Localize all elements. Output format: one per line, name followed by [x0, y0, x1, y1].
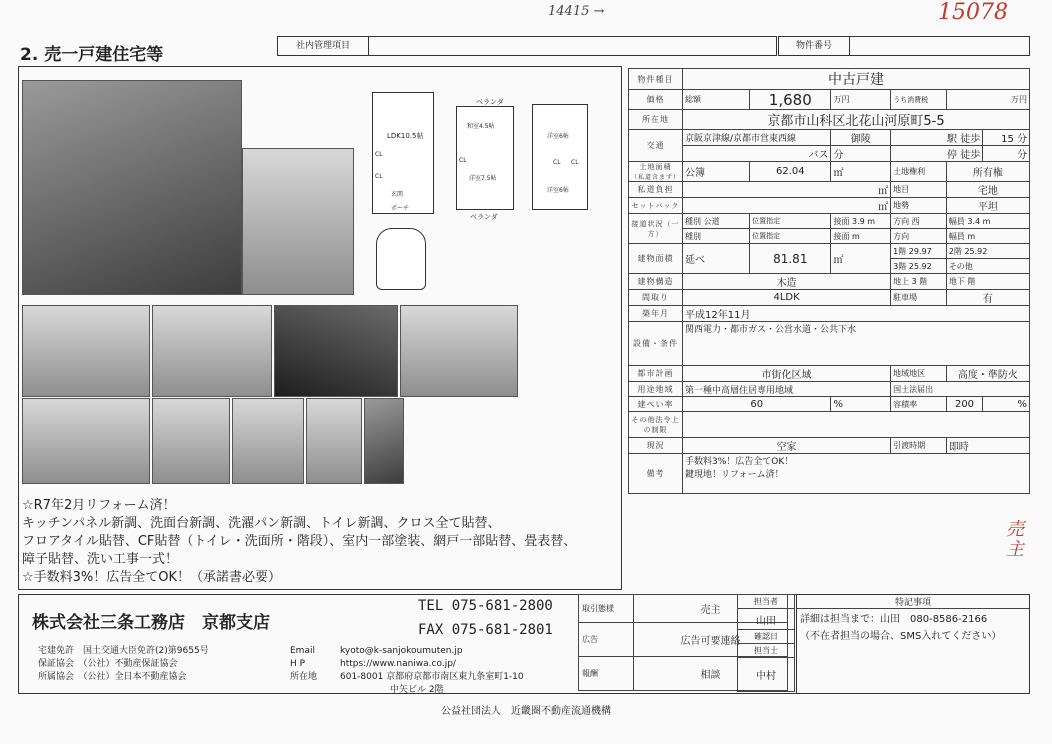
- land-law-label: 国土法届出: [891, 382, 1030, 397]
- remark-line: ☆R7年2月リフォーム済！: [22, 498, 176, 513]
- stop-unit: 分: [983, 146, 1030, 162]
- f2-label: 2階: [948, 246, 962, 256]
- road1-contact-label: 接面: [833, 216, 850, 226]
- bus-minutes: 分: [831, 146, 891, 162]
- bus-label: バス: [683, 146, 831, 162]
- status-label: 現況: [629, 438, 683, 454]
- email-label: Email: [290, 646, 315, 656]
- special-notes-line1: 詳細は担当まで：山田 080-8586-2166: [800, 614, 988, 625]
- type-value: 中古戸建: [683, 69, 1030, 90]
- type-label: 物件種目: [629, 69, 683, 90]
- addr-label: 所在地: [290, 672, 318, 682]
- plan-1f-cl1: CL: [375, 151, 383, 158]
- road1-width-unit: m: [982, 216, 991, 226]
- guarantee-label: 保証協会: [38, 659, 75, 669]
- land-register: 公簿: [683, 162, 750, 182]
- handwritten-seller-note: [1006, 520, 1024, 560]
- below-floor-label: 階: [967, 277, 976, 286]
- walk-value: 15: [1001, 134, 1014, 145]
- coverage-value: 60: [683, 397, 831, 412]
- handwritten-char: 主: [1006, 539, 1024, 560]
- license-value: 国土交通大臣免許(2)第9655号: [83, 646, 209, 656]
- deal-fee: 相談: [634, 657, 788, 691]
- internal-management-box: [277, 36, 777, 56]
- road2-kind-label: 種別: [683, 229, 750, 244]
- far-label: 容積率: [891, 397, 947, 412]
- address-label: 所在地: [629, 110, 683, 130]
- f1-label: 1階: [893, 246, 907, 256]
- notes-line: 手数料3%！広告全てOK！: [685, 457, 794, 467]
- facilities-label: 設備・条件: [629, 322, 683, 366]
- land-right-value: 所有権: [946, 162, 1029, 182]
- below-label: 地下: [948, 277, 965, 286]
- handover-label: 引渡時期: [891, 438, 947, 454]
- property-number-label: 物件番号: [779, 37, 850, 55]
- coverage-unit: %: [831, 397, 891, 412]
- confirmer-label: 担当士: [738, 644, 795, 658]
- floor-total-unit: ㎡: [831, 244, 891, 274]
- plan-2f-veranda-bottom: ベランダ: [470, 213, 498, 221]
- city-plan-label: 都市計画: [629, 366, 683, 382]
- land-right-label: 土地権利: [891, 162, 947, 182]
- price-total-label: 総額: [683, 90, 750, 110]
- coverage-label: 建ぺい率: [629, 397, 683, 412]
- deal-ad-label: 広告: [579, 623, 634, 657]
- confirm-label: 確認日: [738, 630, 795, 644]
- road1-width: 3.4: [967, 216, 981, 226]
- floor-total-value: 81.81: [750, 244, 831, 274]
- private-road-label: 私道負担: [629, 182, 683, 198]
- person-label: 担当者: [738, 595, 795, 609]
- district-value: 高度・準防火: [946, 366, 1029, 382]
- f2-value: 25.92: [964, 246, 988, 256]
- floor-area-label: 建物面積: [629, 244, 683, 274]
- price-value: 1,680: [750, 90, 831, 110]
- deal-ad: 広告可要連絡: [634, 623, 788, 657]
- deal-fee-label: 報酬: [579, 657, 634, 691]
- company-name: 株式会社三条工務店 京都支店: [32, 613, 270, 633]
- land-area-label: 土地面積: [639, 163, 672, 171]
- road1-kind-label: 種別: [685, 216, 702, 226]
- far-value: 200: [946, 397, 982, 412]
- company-contact-block: [290, 645, 524, 697]
- stop-label: 停 徒歩: [891, 146, 983, 162]
- above-value: 3: [911, 277, 917, 286]
- tax-unit: 万円: [946, 90, 1029, 110]
- price-label: 価格: [629, 90, 683, 110]
- f1-value: 29.97: [908, 246, 932, 256]
- special-notes-label: 特記事項: [797, 595, 1029, 609]
- assoc-label: 所属協会: [38, 672, 75, 682]
- plan-3f-room2: 洋室6帖: [547, 187, 569, 194]
- handover-value: 即時: [946, 438, 1029, 454]
- station-unit: 駅 徒歩: [891, 130, 983, 146]
- interior-photo-kitchen: [22, 305, 150, 397]
- land-area-value: 62.04: [750, 162, 831, 182]
- road1-kind: 公道: [703, 216, 720, 226]
- walk-unit: 分: [1017, 134, 1027, 145]
- above-floor-label: 階: [919, 277, 928, 286]
- land-area-unit: ㎡: [831, 162, 891, 182]
- addr2-value: 中矢ビル 2階: [390, 685, 444, 695]
- interior-photo-kitchen2: [22, 398, 150, 484]
- parking-value: 有: [946, 290, 1029, 306]
- built-value: 平成12年11月: [683, 306, 1030, 322]
- floor-plan-2f: [456, 106, 514, 210]
- interior-photo-room3: [400, 305, 518, 397]
- interior-photo-room1: [152, 305, 272, 397]
- layout-value: 4LDK: [683, 290, 891, 306]
- email-value[interactable]: kyoto@k-sanjokoumuten.jp: [340, 646, 463, 656]
- station-value: 御陵: [831, 130, 891, 146]
- other-restriction-label: その他法令上の制限: [629, 412, 683, 438]
- hp-value[interactable]: https://www.naniwa.co.jp/: [340, 659, 456, 669]
- layout-label: 間取り: [629, 290, 683, 306]
- remark-line: ☆手数料3%！広告全てOK！（承諾書必要）: [22, 570, 282, 585]
- company-license-block: [38, 645, 209, 684]
- plan-1f-porch: ポーチ: [391, 205, 410, 212]
- plan-1f-cl2: CL: [375, 173, 383, 180]
- road1-dir: 西: [911, 216, 920, 226]
- interior-photo-room2: [274, 305, 398, 397]
- road1-contact-unit: m: [867, 216, 876, 226]
- address-value: 京都市山科区北花山河原町5-5: [683, 110, 1030, 130]
- page-title: 2. 売一戸建住宅等: [20, 45, 164, 65]
- traffic-label: 交通: [629, 130, 683, 162]
- zoning-label: 用途地域: [629, 382, 683, 397]
- chisei-label: 地勢: [891, 198, 947, 214]
- handwritten-note-left: 14415 →: [548, 4, 605, 19]
- line-value: 京阪京津線/京都市営東西線: [683, 130, 831, 146]
- chisei-value: 平坦: [946, 198, 1029, 214]
- plan-3f-room1: 洋室6帖: [547, 133, 569, 140]
- remark-line: 障子貼替、洗い工事一式！: [22, 552, 179, 567]
- footer-org: 公益社団法人 近畿圏不動産流通機構: [441, 706, 611, 717]
- zoning-value: 第一種中高層住居専用地域: [683, 382, 891, 397]
- company-tel: TEL 075-681-2800: [418, 598, 553, 614]
- road2-contact-label: 接面: [833, 231, 850, 241]
- other-floor-label: その他: [946, 259, 1029, 274]
- interior-photo-toilet: [232, 398, 304, 484]
- above-label: 地上: [893, 277, 910, 286]
- plan-2f-washitsu: 和室4.5帖: [467, 123, 495, 130]
- exterior-photo-1: [22, 80, 242, 295]
- plan-1f-entrance: 玄関: [391, 191, 404, 198]
- road2-designation: 位置指定: [750, 229, 831, 244]
- hp-label: H P: [290, 659, 306, 669]
- road-label: 接道状況（一方）: [629, 214, 683, 244]
- floor-plan-3f: [532, 104, 588, 210]
- built-label: 築年月: [629, 306, 683, 322]
- status-value: 空家: [683, 438, 891, 454]
- plan-3f-cl1: CL: [553, 159, 561, 166]
- land-area-sub: （私道含まず）: [631, 174, 681, 181]
- district-label: 地域地区: [891, 366, 947, 382]
- handwritten-char: 売: [1006, 519, 1024, 540]
- person-value: 山田: [738, 609, 795, 630]
- road2-dir-label: 方向: [891, 229, 947, 244]
- guarantee-value: （公社）不動産保証協会: [83, 659, 178, 669]
- plan-2f-youshitsu: 洋室7.5帖: [469, 175, 497, 182]
- plan-1f-ldk: LDK10.5帖: [387, 132, 424, 140]
- spec-table: [628, 68, 1030, 494]
- exterior-photo-2: [242, 148, 354, 295]
- interior-photo-bath2: [364, 398, 404, 484]
- assoc-value: （公社）全日本不動産協会: [83, 672, 187, 682]
- chimoku-value: 宅地: [946, 182, 1029, 198]
- road1-designation: 位置指定: [750, 214, 831, 229]
- person-table: [737, 594, 795, 692]
- deal-mode-label: 取引態様: [579, 595, 634, 623]
- special-notes-line2: （不在者担当の場合、SMS入れてください）: [800, 631, 1002, 642]
- price-unit: 万円: [831, 90, 891, 110]
- addr-value: 601-8001 京都府京都市南区東九条室町1-10: [340, 672, 524, 682]
- plan-3f-cl2: CL: [571, 159, 579, 166]
- road1-dir-label: 方向: [893, 216, 910, 226]
- interior-photo-washbasin: [152, 398, 230, 484]
- private-road-unit: ㎡: [683, 182, 891, 198]
- internal-label: 社内管理項目: [278, 37, 369, 55]
- deal-mode: 売主: [634, 595, 788, 623]
- road2-width-label: 幅員: [948, 231, 965, 241]
- city-plan-value: 市街化区域: [683, 366, 891, 382]
- road2-contact-unit: m: [852, 231, 860, 241]
- setback-unit: ㎡: [683, 198, 891, 214]
- road2-width-unit: m: [967, 231, 976, 241]
- far-unit: %: [983, 397, 1030, 412]
- road1-contact: 3.9: [852, 216, 865, 226]
- notes-label: 備考: [629, 454, 683, 494]
- tax-label: うち消費税: [891, 90, 947, 110]
- road1-width-label: 幅員: [948, 216, 965, 226]
- floor-total-label: 延べ: [683, 244, 750, 274]
- plan-2f-cl: CL: [459, 157, 467, 164]
- handwritten-note-right: 15078: [938, 0, 1008, 25]
- structure-value: 木造: [683, 274, 891, 290]
- car-illustration: [376, 228, 426, 290]
- special-notes-box: [796, 594, 1030, 694]
- structure-label: 建物構造: [629, 274, 683, 290]
- floor-plan-1f: [372, 92, 434, 214]
- remarks: [22, 497, 618, 587]
- property-number-box: [778, 36, 1030, 56]
- company-fax: FAX 075-681-2801: [418, 622, 553, 638]
- remark-line: キッチンパネル新調、洗面台新調、洗濯パン新調、トイレ新調、クロス全て貼替、: [22, 516, 501, 531]
- f3-value: 25.92: [908, 261, 932, 271]
- confirmer-value: 中村: [738, 658, 795, 692]
- parking-label: 駐車場: [891, 290, 947, 306]
- license-label: 宅建免許: [38, 646, 75, 656]
- plan-2f-veranda-top: ベランダ: [476, 98, 504, 106]
- interior-photo-bath: [306, 398, 362, 484]
- remark-line: フロアタイル貼替、CF貼替（トイレ・洗面所・階段）、室内一部塗装、網戸一部貼替、畳表替、: [22, 534, 577, 549]
- chimoku-label: 地目: [891, 182, 947, 198]
- f3-label: 3階: [893, 261, 907, 271]
- notes-line: 鍵現地！リフォーム済！: [685, 470, 784, 480]
- setback-label: セットバック: [629, 198, 683, 214]
- facilities-value: 関西電力・都市ガス・公営水道・公共下水: [683, 322, 1030, 366]
